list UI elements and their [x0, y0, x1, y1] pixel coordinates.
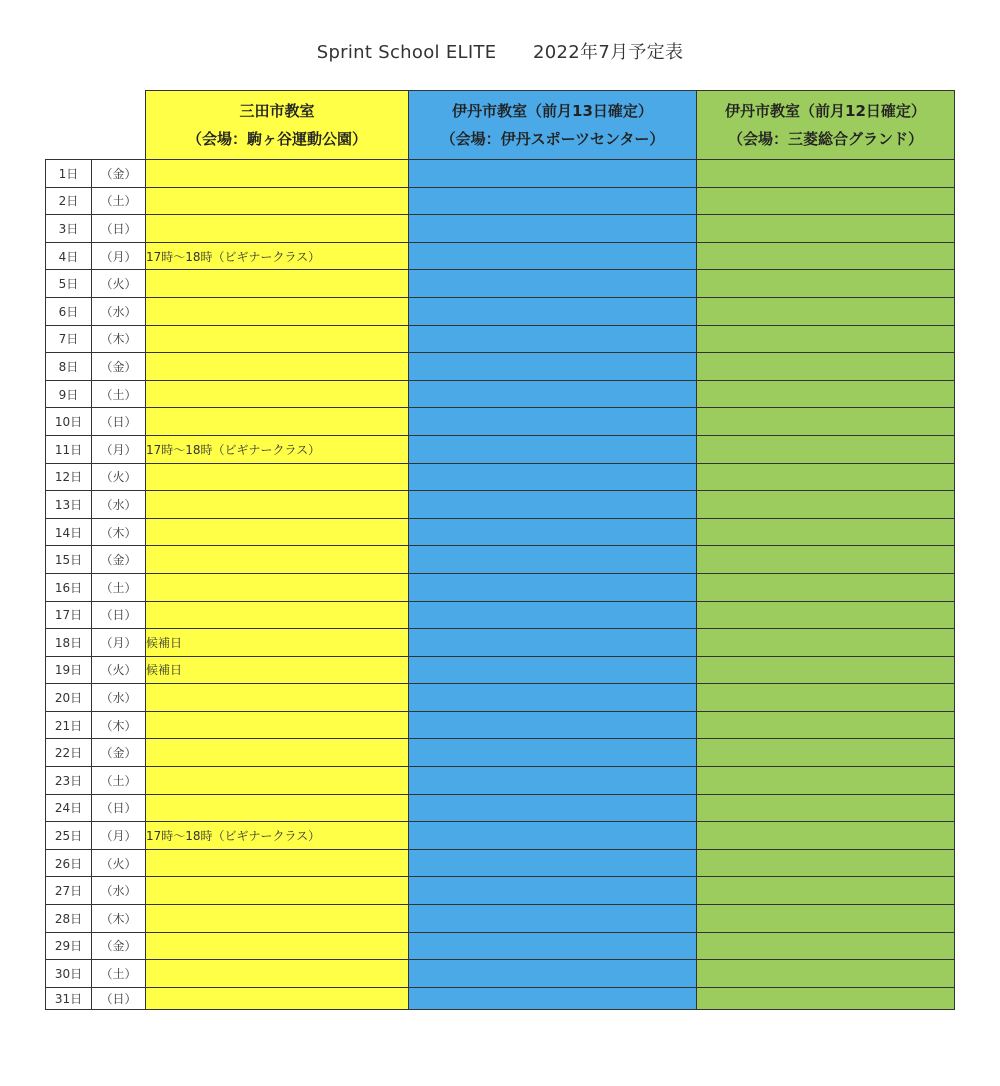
itami12-schedule-cell	[697, 160, 955, 188]
day-cell: 15日	[46, 546, 92, 574]
weekday-cell: （火）	[92, 270, 146, 298]
day-cell: 6日	[46, 297, 92, 325]
itami13-schedule-cell	[409, 684, 697, 712]
day-cell: 14日	[46, 518, 92, 546]
itami13-schedule-cell	[409, 435, 697, 463]
itami12-schedule-cell	[697, 435, 955, 463]
header-itami-12-venue: （会場：三菱総合グランド）	[727, 130, 923, 148]
itami12-schedule-cell	[697, 629, 955, 657]
table-row	[46, 242, 955, 270]
table-row	[46, 684, 955, 712]
itami12-schedule-cell	[697, 518, 955, 546]
header-itami-13	[409, 91, 697, 160]
itami13-schedule-cell	[409, 932, 697, 960]
weekday-cell: （金）	[92, 353, 146, 381]
itami13-schedule-cell	[409, 353, 697, 381]
day-cell: 28日	[46, 905, 92, 933]
itami12-schedule-cell	[697, 987, 955, 1009]
sanda-schedule-cell: 候補日	[146, 629, 409, 657]
weekday-cell: （月）	[92, 822, 146, 850]
sanda-schedule-cell	[146, 905, 409, 933]
header-row	[46, 91, 955, 160]
itami12-schedule-cell	[697, 546, 955, 574]
table-row	[46, 435, 955, 463]
weekday-cell: （土）	[92, 767, 146, 795]
weekday-cell: （金）	[92, 546, 146, 574]
header-sanda	[146, 91, 409, 160]
sanda-schedule-cell	[146, 877, 409, 905]
sanda-schedule-cell	[146, 573, 409, 601]
itami12-schedule-cell	[697, 794, 955, 822]
itami12-schedule-cell	[697, 215, 955, 243]
itami12-schedule-cell	[697, 711, 955, 739]
table-row	[46, 987, 955, 1009]
header-itami-12-name: 伊丹市教室（前月12日確定）	[725, 102, 926, 120]
itami13-schedule-cell	[409, 187, 697, 215]
sanda-schedule-cell	[146, 297, 409, 325]
header-itami-13-name: 伊丹市教室（前月13日確定）	[452, 102, 653, 120]
table-row	[46, 629, 955, 657]
sanda-schedule-cell	[146, 739, 409, 767]
sanda-schedule-cell	[146, 187, 409, 215]
itami13-schedule-cell	[409, 905, 697, 933]
weekday-cell: （金）	[92, 932, 146, 960]
itami12-schedule-cell	[697, 932, 955, 960]
sanda-schedule-cell	[146, 408, 409, 436]
weekday-cell: （月）	[92, 629, 146, 657]
day-cell: 29日	[46, 932, 92, 960]
day-cell: 10日	[46, 408, 92, 436]
sanda-schedule-cell	[146, 353, 409, 381]
itami13-schedule-cell	[409, 518, 697, 546]
weekday-cell: （木）	[92, 518, 146, 546]
day-cell: 18日	[46, 629, 92, 657]
itami13-schedule-cell	[409, 877, 697, 905]
header-blank-weekday	[92, 91, 146, 160]
weekday-cell: （火）	[92, 656, 146, 684]
table-row	[46, 325, 955, 353]
itami12-schedule-cell	[697, 822, 955, 850]
table-row	[46, 849, 955, 877]
table-row	[46, 215, 955, 243]
sanda-schedule-cell: 17時～18時（ビギナークラス）	[146, 435, 409, 463]
itami13-schedule-cell	[409, 160, 697, 188]
itami13-schedule-cell	[409, 739, 697, 767]
itami13-schedule-cell	[409, 822, 697, 850]
day-cell: 23日	[46, 767, 92, 795]
weekday-cell: （日）	[92, 215, 146, 243]
day-cell: 7日	[46, 325, 92, 353]
sanda-schedule-cell	[146, 518, 409, 546]
weekday-cell: （日）	[92, 601, 146, 629]
itami13-schedule-cell	[409, 270, 697, 298]
sanda-schedule-cell: 17時～18時（ビギナークラス）	[146, 822, 409, 850]
header-sanda-venue: （会場：駒ヶ谷運動公園）	[186, 130, 367, 148]
day-cell: 20日	[46, 684, 92, 712]
weekday-cell: （土）	[92, 187, 146, 215]
table-row	[46, 932, 955, 960]
itami13-schedule-cell	[409, 297, 697, 325]
header-itami-12	[697, 91, 955, 160]
table-row	[46, 160, 955, 188]
weekday-cell: （水）	[92, 297, 146, 325]
day-cell: 1日	[46, 160, 92, 188]
itami13-schedule-cell	[409, 849, 697, 877]
weekday-cell: （土）	[92, 380, 146, 408]
sanda-schedule-cell	[146, 932, 409, 960]
sanda-schedule-cell	[146, 684, 409, 712]
weekday-cell: （金）	[92, 160, 146, 188]
weekday-cell: （水）	[92, 684, 146, 712]
day-cell: 8日	[46, 353, 92, 381]
itami13-schedule-cell	[409, 408, 697, 436]
weekday-cell: （日）	[92, 794, 146, 822]
itami12-schedule-cell	[697, 849, 955, 877]
day-cell: 4日	[46, 242, 92, 270]
table-row	[46, 877, 955, 905]
day-cell: 27日	[46, 877, 92, 905]
weekday-cell: （金）	[92, 739, 146, 767]
itami12-schedule-cell	[697, 767, 955, 795]
day-cell: 19日	[46, 656, 92, 684]
table-row	[46, 518, 955, 546]
table-row	[46, 270, 955, 298]
sanda-schedule-cell	[146, 987, 409, 1009]
sanda-schedule-cell	[146, 160, 409, 188]
itami13-schedule-cell	[409, 573, 697, 601]
itami13-schedule-cell	[409, 656, 697, 684]
sanda-schedule-cell	[146, 960, 409, 988]
itami13-schedule-cell	[409, 711, 697, 739]
day-cell: 12日	[46, 463, 92, 491]
table-row	[46, 905, 955, 933]
table-row	[46, 711, 955, 739]
weekday-cell: （日）	[92, 987, 146, 1009]
itami13-schedule-cell	[409, 601, 697, 629]
itami12-schedule-cell	[697, 242, 955, 270]
table-row	[46, 491, 955, 519]
weekday-cell: （日）	[92, 408, 146, 436]
day-cell: 5日	[46, 270, 92, 298]
table-row	[46, 573, 955, 601]
itami13-schedule-cell	[409, 491, 697, 519]
itami12-schedule-cell	[697, 573, 955, 601]
sanda-schedule-cell	[146, 546, 409, 574]
table-row	[46, 353, 955, 381]
sanda-schedule-cell	[146, 270, 409, 298]
table-row	[46, 463, 955, 491]
schedule-body	[46, 91, 955, 1010]
itami12-schedule-cell	[697, 380, 955, 408]
sanda-schedule-cell	[146, 601, 409, 629]
itami12-schedule-cell	[697, 325, 955, 353]
itami13-schedule-cell	[409, 546, 697, 574]
table-row	[46, 380, 955, 408]
sanda-schedule-cell	[146, 215, 409, 243]
page-title: Sprint School ELITE 2022年7月予定表	[316, 42, 684, 63]
itami12-schedule-cell	[697, 601, 955, 629]
day-cell: 30日	[46, 960, 92, 988]
itami12-schedule-cell	[697, 353, 955, 381]
day-cell: 11日	[46, 435, 92, 463]
day-cell: 26日	[46, 849, 92, 877]
weekday-cell: （月）	[92, 435, 146, 463]
sanda-schedule-cell	[146, 767, 409, 795]
day-cell: 22日	[46, 739, 92, 767]
itami13-schedule-cell	[409, 242, 697, 270]
day-cell: 21日	[46, 711, 92, 739]
itami13-schedule-cell	[409, 463, 697, 491]
sanda-schedule-cell	[146, 711, 409, 739]
sanda-schedule-cell	[146, 380, 409, 408]
itami13-schedule-cell	[409, 794, 697, 822]
sanda-schedule-cell: 候補日	[146, 656, 409, 684]
table-row	[46, 794, 955, 822]
day-cell: 25日	[46, 822, 92, 850]
itami13-schedule-cell	[409, 987, 697, 1009]
weekday-cell: （火）	[92, 849, 146, 877]
itami12-schedule-cell	[697, 877, 955, 905]
table-row	[46, 767, 955, 795]
itami13-schedule-cell	[409, 380, 697, 408]
itami12-schedule-cell	[697, 960, 955, 988]
weekday-cell: （木）	[92, 325, 146, 353]
day-cell: 24日	[46, 794, 92, 822]
weekday-cell: （水）	[92, 491, 146, 519]
day-cell: 31日	[46, 987, 92, 1009]
itami13-schedule-cell	[409, 629, 697, 657]
itami12-schedule-cell	[697, 297, 955, 325]
sanda-schedule-cell	[146, 849, 409, 877]
table-row	[46, 601, 955, 629]
sanda-schedule-cell: 17時～18時（ビギナークラス）	[146, 242, 409, 270]
weekday-cell: （水）	[92, 877, 146, 905]
itami12-schedule-cell	[697, 270, 955, 298]
day-cell: 3日	[46, 215, 92, 243]
sanda-schedule-cell	[146, 491, 409, 519]
table-row	[46, 187, 955, 215]
itami13-schedule-cell	[409, 215, 697, 243]
itami12-schedule-cell	[697, 463, 955, 491]
table-row	[46, 297, 955, 325]
itami12-schedule-cell	[697, 684, 955, 712]
sanda-schedule-cell	[146, 325, 409, 353]
itami12-schedule-cell	[697, 739, 955, 767]
header-sanda-name: 三田市教室	[239, 102, 315, 120]
day-cell: 17日	[46, 601, 92, 629]
header-itami-13-venue: （会場：伊丹スポーツセンター）	[440, 130, 665, 148]
weekday-cell: （月）	[92, 242, 146, 270]
weekday-cell: （木）	[92, 905, 146, 933]
itami13-schedule-cell	[409, 767, 697, 795]
day-cell: 13日	[46, 491, 92, 519]
itami12-schedule-cell	[697, 491, 955, 519]
weekday-cell: （火）	[92, 463, 146, 491]
itami13-schedule-cell	[409, 960, 697, 988]
table-row	[46, 822, 955, 850]
day-cell: 2日	[46, 187, 92, 215]
day-cell: 16日	[46, 573, 92, 601]
weekday-cell: （木）	[92, 711, 146, 739]
itami12-schedule-cell	[697, 656, 955, 684]
weekday-cell: （土）	[92, 960, 146, 988]
itami12-schedule-cell	[697, 187, 955, 215]
table-row	[46, 656, 955, 684]
sanda-schedule-cell	[146, 794, 409, 822]
itami12-schedule-cell	[697, 905, 955, 933]
schedule-table	[45, 90, 955, 1010]
itami13-schedule-cell	[409, 325, 697, 353]
sanda-schedule-cell	[146, 463, 409, 491]
itami12-schedule-cell	[697, 408, 955, 436]
day-cell: 9日	[46, 380, 92, 408]
header-blank-day	[46, 91, 92, 160]
table-row	[46, 739, 955, 767]
table-row	[46, 408, 955, 436]
table-row	[46, 546, 955, 574]
table-row	[46, 960, 955, 988]
weekday-cell: （土）	[92, 573, 146, 601]
